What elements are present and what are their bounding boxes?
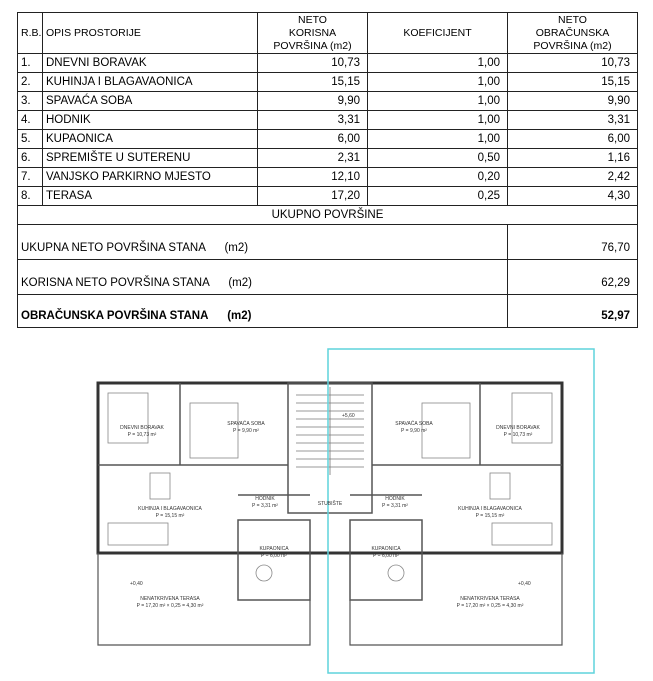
table-row: 3. SPAVAĆA SOBA 9,90 1,00 9,90	[18, 92, 638, 111]
table-row: 5. KUPAONICA 6,00 1,00 6,00	[18, 130, 638, 149]
label-dnevni-left: DNEVNI BORAVAK	[120, 425, 164, 431]
label-stair: STUBIŠTE	[317, 501, 343, 507]
summary-label: KORISNA NETO POVRŠINA STANA	[21, 277, 210, 289]
table-row: 1. DNEVNI BORAVAK 10,73 1,00 10,73	[18, 54, 638, 73]
svg-text:P = 6,00 m²: P = 6,00 m²	[373, 553, 399, 559]
label-terasa-left: NENATKRIVENA TERASA	[140, 596, 200, 602]
table-row: 8. TERASA 17,20 0,25 4,30	[18, 187, 638, 206]
summary-label: UKUPNA NETO POVRŠINA STANA	[21, 242, 206, 254]
label-kuhinja-right: KUHINJA I BLAGAVAONICA	[458, 506, 522, 512]
table-row: 2. KUHINJA I BLAGAVAONICA 15,15 1,00 15,15	[18, 73, 638, 92]
level-left: +0,40	[130, 581, 143, 587]
label-hodnik-right: HODNIK	[385, 496, 405, 502]
svg-text:P = 10,73 m²: P = 10,73 m²	[503, 432, 533, 438]
summary-unit: (m2)	[228, 277, 252, 289]
summary-header-row	[18, 206, 638, 225]
summary-unit: (m2)	[224, 242, 249, 254]
label-kuhinja-left: KUHINJA I BLAGAVAONICA	[138, 506, 202, 512]
level-stair: +5,60	[342, 413, 355, 419]
summary-value: 52,97	[508, 295, 638, 328]
summary-row-total	[18, 295, 638, 328]
summary-row	[18, 225, 638, 260]
table-header-row	[18, 13, 638, 54]
area-table	[17, 12, 638, 328]
floor-plan	[60, 345, 600, 675]
svg-text:P = 17,20 m² × 0,25 = 4,30 m²: P = 17,20 m² × 0,25 = 4,30 m²	[456, 603, 524, 609]
header-obracunska: NETO OBRAČUNSKA POVRŠINA (m2)	[508, 13, 638, 54]
label-dnevni-right: DNEVNI BORAVAK	[496, 425, 540, 431]
label-spavaca-right: SPAVAĆA SOBA	[395, 421, 433, 427]
header-opis: OPIS PROSTORIJE	[43, 13, 258, 54]
summary-row	[18, 260, 638, 295]
label-hodnik-left: HODNIK	[255, 496, 275, 502]
svg-text:P = 10,73 m²: P = 10,73 m²	[127, 432, 157, 438]
svg-text:P = 6,00 m²: P = 6,00 m²	[261, 553, 287, 559]
label-spavaca-left: SPAVAĆA SOBA	[227, 421, 265, 427]
svg-text:P = 3,31 m²: P = 3,31 m²	[382, 503, 408, 509]
svg-text:P = 3,31 m²: P = 3,31 m²	[252, 503, 278, 509]
summary-unit: (m2)	[227, 310, 252, 322]
svg-text:P = 15,15 m²: P = 15,15 m²	[475, 513, 505, 519]
header-rb: R.B.	[18, 13, 43, 54]
label-terasa-right: NENATKRIVENA TERASA	[460, 596, 520, 602]
header-koeficijent: KOEFICIJENT	[368, 13, 508, 54]
svg-text:P = 9,90 m²: P = 9,90 m²	[233, 428, 259, 434]
stair-steps	[296, 387, 364, 475]
header-neto: NETO KORISNA POVRŠINA (m2)	[258, 13, 368, 54]
label-kupaonica-right: KUPAONICA	[371, 546, 401, 552]
summary-title: UKUPNO POVRŠINE	[18, 206, 638, 225]
labels-right	[318, 413, 541, 609]
label-kupaonica-left: KUPAONICA	[259, 546, 289, 552]
svg-text:P = 15,15 m²: P = 15,15 m²	[155, 513, 185, 519]
summary-value: 76,70	[508, 225, 638, 260]
table-row: 7. VANJSKO PARKIRNO MJESTO 12,10 0,20 2,42	[18, 168, 638, 187]
svg-text:P = 17,20 m² × 0,25 = 4,30 m²: P = 17,20 m² × 0,25 = 4,30 m²	[136, 603, 204, 609]
table-row: 4. HODNIK 3,31 1,00 3,31	[18, 111, 638, 130]
svg-text:P = 9,90 m²: P = 9,90 m²	[401, 428, 427, 434]
table-row: 6. SPREMIŠTE U SUTERENU 2,31 0,50 1,16	[18, 149, 638, 168]
level-right: +0,40	[518, 581, 531, 587]
summary-value: 62,29	[508, 260, 638, 295]
summary-label: OBRAČUNSKA POVRŠINA STANA	[21, 310, 208, 322]
